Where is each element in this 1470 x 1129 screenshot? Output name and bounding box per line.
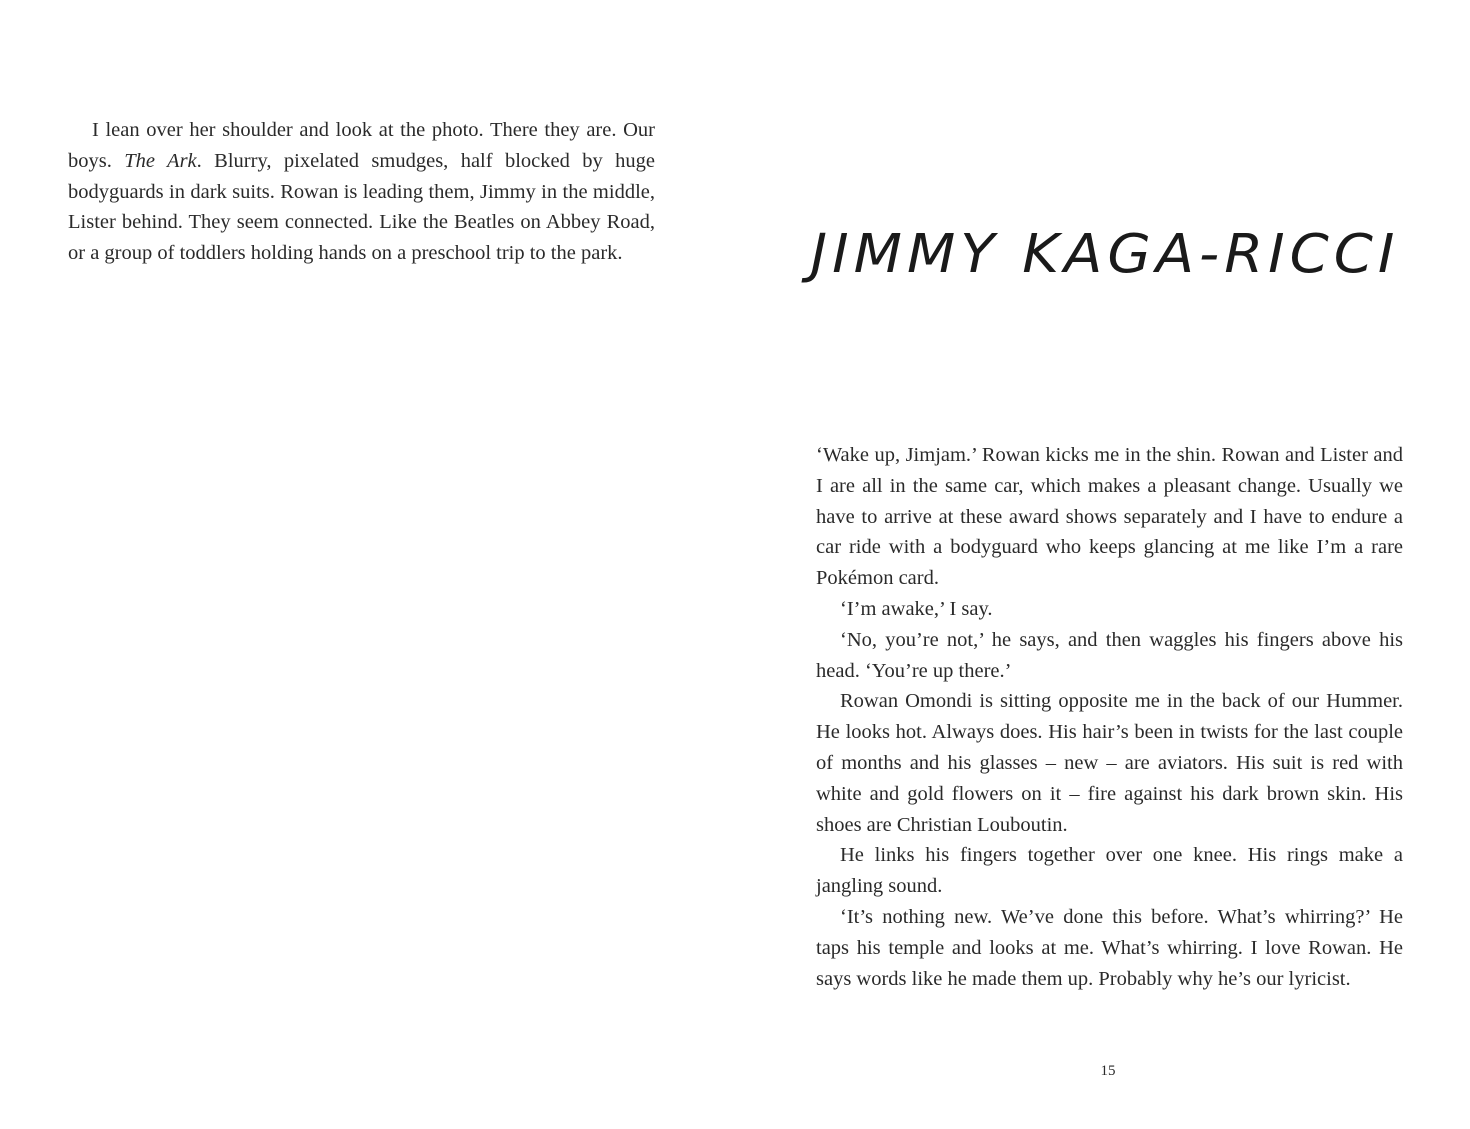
right-page [735, 0, 1470, 1129]
paragraph: He links his fingers together over one knee. His rings make a jangling sound. [816, 844, 1403, 898]
chapter-title: JIMMY KAGA-RICCI [810, 223, 1400, 286]
paragraph-text: I lean over her shoulder and look at the photo. There they are. Our boys. [68, 119, 655, 172]
paragraph: ‘I’m awake,’ I say. [840, 597, 993, 620]
left-page-text [68, 115, 655, 269]
right-page-text [816, 440, 1403, 994]
book-title-italic: The Ark [124, 149, 197, 172]
paragraph: ‘Wake up, Jimjam.’ Rowan kicks me in the shin. Rowan and Lister and I are all in the same car, which makes a pleasant change. Usually we have to arrive at these award shows separately and I have to endure a car ride with a bodyguard who keeps glancing at me like I’m a rare Pokémon card. [816, 444, 1403, 590]
paragraph: Rowan Omondi is sitting opposite me in the back of our Hummer. He looks hot. Always does. His hair’s been in twists for the last couple of months and his glasses – new – are aviators. His suit is red with white and gold flowers on it – fire against his dark brown skin. His shoes are Christian Louboutin. [816, 690, 1403, 836]
paragraph [68, 115, 655, 269]
paragraph: ‘It’s nothing new. We’ve done this before. What’s whirring?’ He taps his temple and looks at me. What’s whirring. I love Rowan. He says words like he made them up. Probably why he’s our lyricist. [816, 905, 1403, 990]
page-number: 15 [1100, 1063, 1116, 1079]
paragraph-text: . Blurry, pixelated smudges, half blocked by huge bodyguards in dark suits. Rowan is leading them, Jimmy in the middle, Lister behind. They seem connected. Like the Beatles on Abbey Road, or a group of toddlers holding hands on a preschool trip to the park. [68, 149, 656, 265]
paragraph: ‘No, you’re not,’ he says, and then waggles his fingers above his head. ‘You’re up there.’ [816, 628, 1403, 682]
